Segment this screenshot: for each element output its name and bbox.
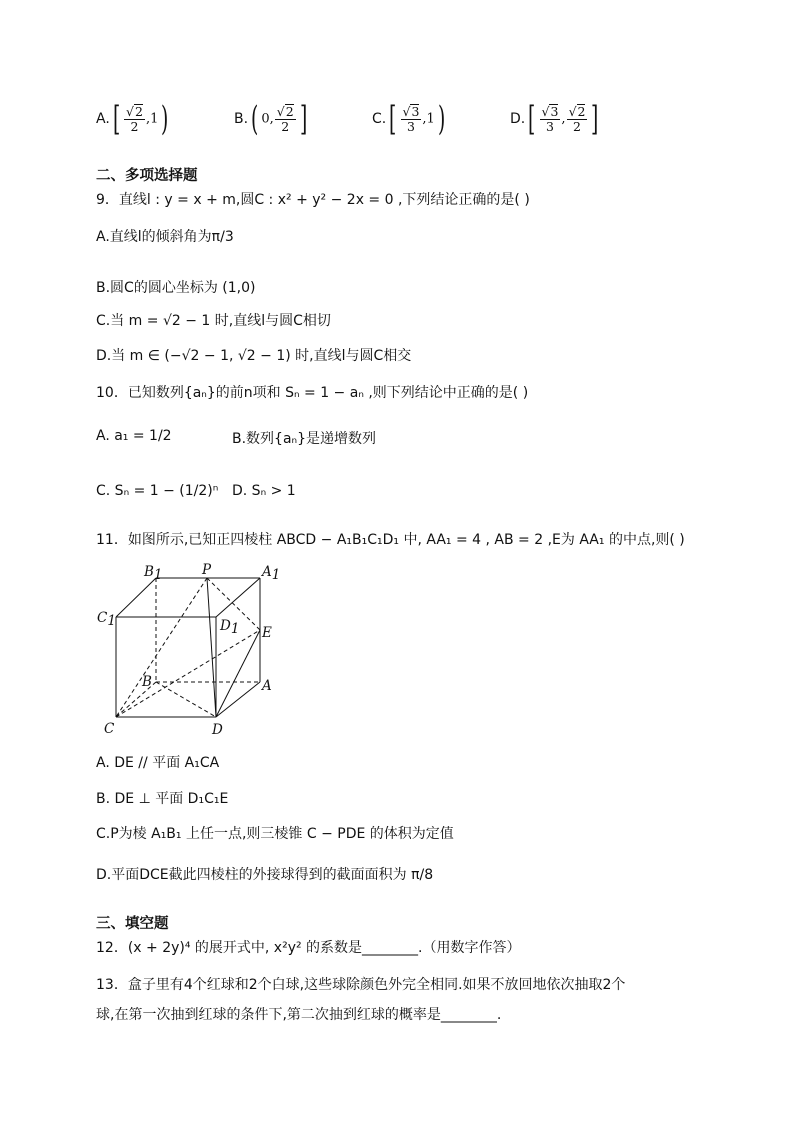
q8-option-a: A.[ $\frac{√2}{2}$ ,1) (96, 99, 169, 139)
section-title-multiple-choice: 二、多项选择题 (96, 168, 198, 184)
edge-P-D (207, 578, 216, 717)
edge-C1-B1 (116, 578, 156, 617)
q10-option-c: C. Sₙ = 1 − (1/2)ⁿ (96, 483, 219, 499)
label-D: D (212, 722, 223, 738)
q13-line1: 13．盒子里有4个红球和2个白球,这些球除颜色外完全相同.如果不放回地依次抽取2个 (96, 977, 626, 993)
section-title-fill-in-blank: 三、填空题 (96, 916, 169, 932)
q9-option-c: C.当 m = √2 − 1 时,直线l与圆C相切 (96, 313, 331, 329)
prism-figure (94, 560, 294, 740)
q10-option-a: A. a₁ = 1/2 (96, 428, 172, 444)
q11-stem: 11．如图所示,已知正四棱柱 ABCD − A₁B₁C₁D₁ 中, AA₁ = 4 , AB = 2 ,E为 AA₁ 的中点,则( ) (96, 532, 685, 548)
label-A: A (262, 678, 272, 694)
q11-option-b: B. DE ⊥ 平面 D₁C₁E (96, 791, 229, 807)
label-C: C (104, 721, 115, 737)
q9-option-a: A.直线l的倾斜角为π/3 (96, 229, 234, 245)
edge-B-D (156, 682, 216, 717)
q9-option-d: D.当 m ∈ (−√2 − 1, √2 − 1) 时,直线l与圆C相交 (96, 348, 412, 364)
q10-option-b: B.数列{aₙ}是递增数列 (232, 431, 377, 447)
q11-option-d: D.平面DCE截此四棱柱的外接球得到的截面面积为 π/8 (96, 867, 434, 883)
q10-stem: 10．已知数列{aₙ}的前n项和 Sₙ = 1 − aₙ ,则下列结论中正确的是( ) (96, 385, 529, 401)
label-P: P (202, 562, 212, 578)
q10-option-d: D. Sₙ > 1 (232, 483, 296, 499)
q8-option-b: B.( 0, $\frac{√2}{2}$ ] (234, 99, 307, 139)
label-B: B (142, 674, 152, 690)
edge-P-C (116, 578, 207, 717)
label-C1: C1 (97, 610, 116, 629)
q8-option-c: C.[ $\frac{√3}{3}$ ,1) (372, 99, 446, 139)
label-D1: D1 (220, 618, 240, 637)
label-A1: A1 (262, 564, 281, 583)
label-B1: B1 (144, 564, 163, 583)
edge-D1-A1 (216, 578, 260, 617)
edge-D-A (216, 682, 260, 717)
q11-option-a: A. DE // 平面 A₁CA (96, 755, 220, 771)
label-E: E (262, 625, 272, 641)
q13-line2: 球,在第一次抽到红球的条件下,第二次抽到红球的概率是________. (96, 1007, 502, 1023)
q9-option-b: B.圆C的圆心坐标为 (1,0) (96, 280, 256, 296)
q9-stem: 9．直线l : y = x + m,圆C : x² + y² − 2x = 0 ,下列结论正确的是( ) (96, 192, 530, 208)
q8-option-d: D.[ $\frac{√3}{3}$ , $\frac{√2}{2}$ ] (510, 99, 599, 139)
q11-option-c: C.P为棱 A₁B₁ 上任一点,则三棱锥 C − PDE 的体积为定值 (96, 826, 454, 842)
q12-stem: 12．(x + 2y)⁴ 的展开式中, x²y² 的系数是________.（用数字作答） (96, 940, 521, 956)
